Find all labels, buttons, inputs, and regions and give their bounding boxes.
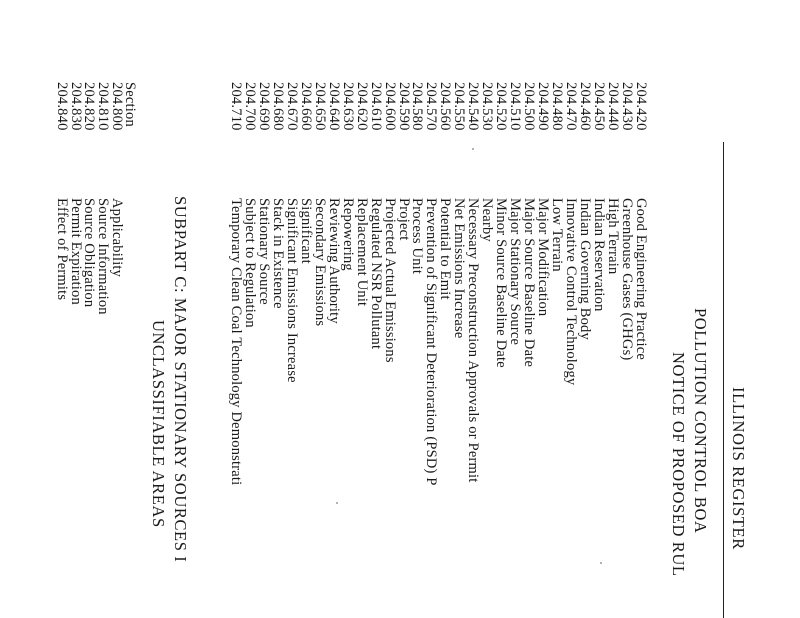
scan-speck xyxy=(600,562,602,564)
section-number: 204.660 xyxy=(297,82,314,131)
subpart-heading-line2: UNCLASSIFIABLE AREAS xyxy=(149,320,168,528)
section-title: Necessary Preconstruction Approvals or Permit xyxy=(465,198,482,483)
section-number: 204.420 xyxy=(633,82,649,131)
section-number: 204.440 xyxy=(605,82,622,131)
section-title: Effect of Permits xyxy=(53,198,70,301)
section-number: 204.510 xyxy=(507,82,524,131)
section-number: 204.430 xyxy=(619,82,636,131)
section-number: 204.560 xyxy=(437,82,454,131)
section-number: 204.710 xyxy=(227,82,244,131)
section-title: Replacement Unit xyxy=(353,198,370,307)
section-number: 204.610 xyxy=(367,82,384,131)
section-number: 204.680 xyxy=(269,82,286,131)
section-number: 204.590 xyxy=(395,82,412,131)
section-title: Applicability xyxy=(109,198,125,278)
section-title: Source Obligation xyxy=(81,198,98,308)
section-number: 204.600 xyxy=(381,82,398,131)
section-number: 204.500 xyxy=(521,82,538,131)
section-number: 204.810 xyxy=(95,82,112,131)
section-title: Prevention of Significant Deterioration (PSD) P xyxy=(423,198,440,486)
section-number: 204.550 xyxy=(451,82,468,131)
header-rule xyxy=(723,142,724,618)
section-title: Process Unit xyxy=(409,198,426,275)
section-title: Stack in Existence xyxy=(269,198,286,309)
section-title: Potential to Emit xyxy=(437,198,454,300)
section-number: 204.800 xyxy=(109,82,125,131)
scan-speck xyxy=(336,502,338,504)
section-title: Temporary Clean Coal Technology Demonstrati xyxy=(227,198,244,486)
section-title: Regulated NSR Pollutant xyxy=(367,198,384,350)
section-number: 204.490 xyxy=(535,82,552,131)
section-title: Good Engineering Practice xyxy=(633,198,649,361)
section-title: Major Source Baseline Date xyxy=(521,198,538,368)
scan-speck xyxy=(472,148,474,150)
section-number: 204.460 xyxy=(577,82,594,131)
section-title: Greenhouse Gases (GHGs) xyxy=(619,198,636,361)
subpart-heading: SUBPART C: MAJOR STATIONARY SOURCES I xyxy=(171,196,190,563)
section-title: High Terrain xyxy=(605,198,622,275)
section-title: Reviewing Authority xyxy=(325,198,342,324)
section-number: 204.450 xyxy=(591,82,608,131)
section-number: 204.540 xyxy=(465,82,482,131)
section-title: Indian Reservation xyxy=(591,198,608,312)
rotated-document xyxy=(0,82,750,618)
section-number: 204.650 xyxy=(311,82,328,131)
section-title: Significant xyxy=(297,198,314,264)
register-title: ILLINOIS REGISTER xyxy=(729,387,748,550)
section-number: 204.640 xyxy=(325,82,342,131)
notice-title: NOTICE OF PROPOSED RUL xyxy=(669,352,688,577)
section-title: Secondary Emissions xyxy=(311,198,328,327)
section-title: Nearby xyxy=(479,198,496,242)
section-number: 204.690 xyxy=(255,82,272,131)
section-number: 204.820 xyxy=(81,82,98,131)
section-number: 204.530 xyxy=(479,82,496,131)
section-title: Subject to Regulation xyxy=(241,198,258,328)
section-title: Significant Emissions Increase xyxy=(283,198,300,383)
section-title: Major Modification xyxy=(535,198,552,317)
section-number: 204.480 xyxy=(549,82,566,131)
section-title: Repowering xyxy=(339,198,356,271)
section-title: Net Emissions Increase xyxy=(451,198,468,339)
section-number: 204.620 xyxy=(353,82,370,131)
section-title: Minor Source Baseline Date xyxy=(493,198,510,368)
section-number: 204.520 xyxy=(493,82,510,131)
section-number: 204.670 xyxy=(283,82,300,131)
section-title: Project xyxy=(395,198,412,241)
section-number: 204.840 xyxy=(53,82,70,131)
section-title: Major Stationary Source xyxy=(507,198,524,346)
section-number: 204.580 xyxy=(409,82,426,131)
section-title: Low Terrain xyxy=(549,198,566,272)
section-title: Source Information xyxy=(95,198,112,315)
section-title: Stationary Source xyxy=(255,198,272,305)
section-title: Permit Expiration xyxy=(67,198,84,305)
section-number: 204.630 xyxy=(339,82,356,131)
section-number: 204.700 xyxy=(241,82,258,131)
section-title: Projected Actual Emissions xyxy=(381,198,398,363)
section-number: 204.470 xyxy=(563,82,580,131)
section-number: 204.570 xyxy=(423,82,440,131)
section-column-header: Section xyxy=(122,82,138,127)
section-title: Innovative Control Technology xyxy=(563,198,580,386)
section-title: Indian Governing Body xyxy=(577,198,594,340)
section-number: 204.830 xyxy=(67,82,84,131)
board-title: POLLUTION CONTROL BOA xyxy=(691,308,710,534)
